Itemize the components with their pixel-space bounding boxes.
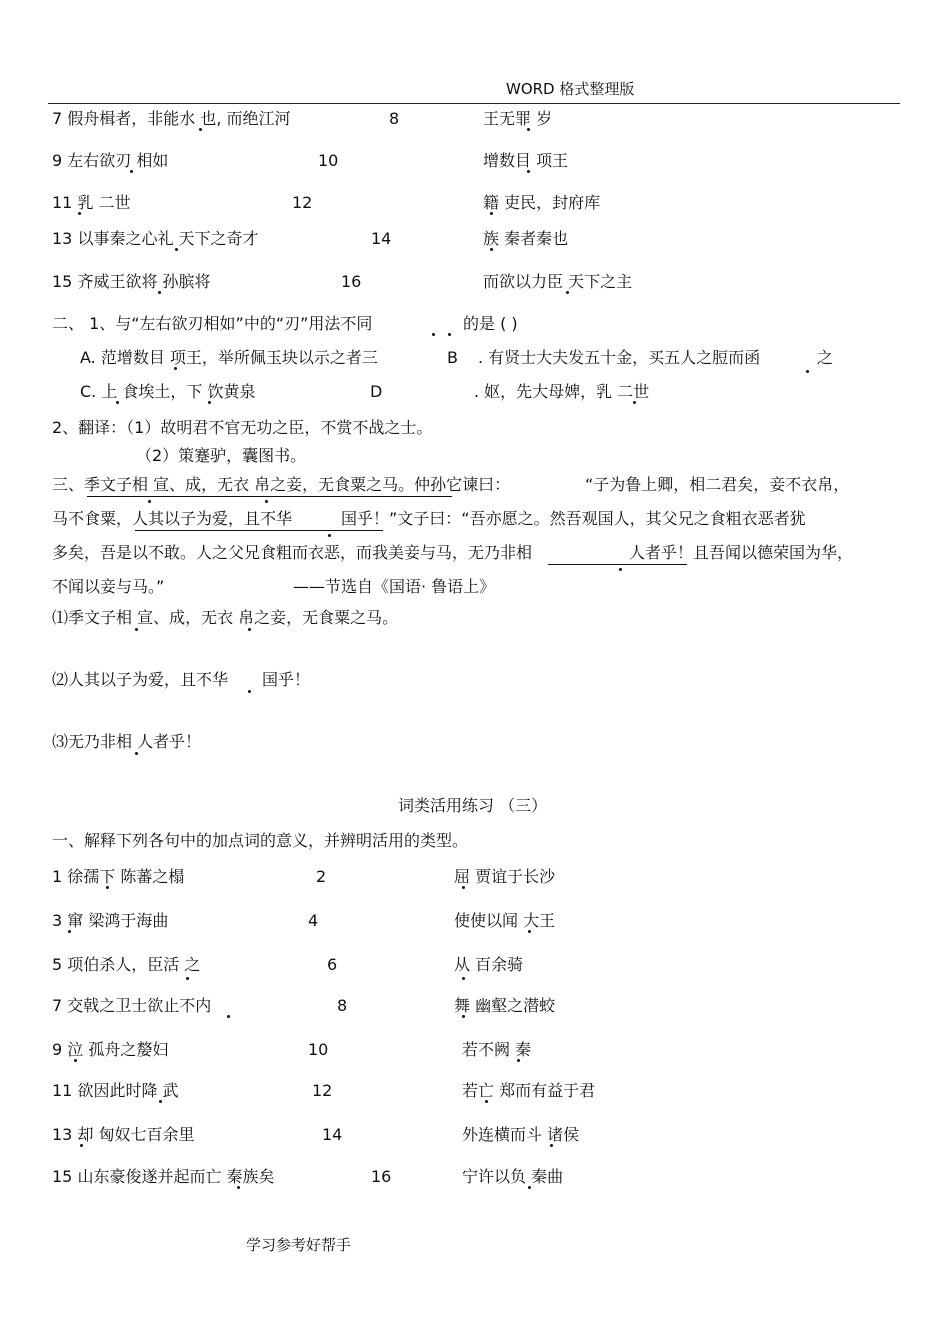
emphasis-dot <box>68 930 71 933</box>
option-b-text: . 有贤士大夫发五十金，买五人之脰而函 <box>478 348 761 367</box>
option-b-end: 之 <box>817 348 834 367</box>
emphasis-dot <box>74 1059 77 1062</box>
emphasis-dot <box>432 333 435 336</box>
list-item-right: 使使以闻 大王 <box>454 911 556 930</box>
list-item-right: 屈 贾谊于长沙 <box>454 867 556 886</box>
list-item-number: 10 <box>308 1040 329 1059</box>
emphasis-dot <box>490 248 493 251</box>
passage-line-1a: 三、季文子相 宣、成，无衣 帛之妾，无食粟之马。仲孙它谏曰： <box>52 475 511 494</box>
emphasis-dot <box>462 886 465 889</box>
emphasis-dot <box>174 367 177 370</box>
emphasis-dot <box>528 1186 531 1189</box>
emphasis-dot <box>485 1100 488 1103</box>
emphasis-dot <box>227 1015 230 1018</box>
exercise-title: 词类活用练习 （三） <box>398 796 548 815</box>
list-item-right: 籍 吏民，封府库 <box>483 193 601 212</box>
emphasis-dot <box>490 212 493 215</box>
emphasis-dot <box>462 1015 465 1018</box>
list-item-right: 增数目 项王 <box>483 151 569 170</box>
list-item-left: 15 山东豪俊遂并起而亡 秦族矣 <box>52 1167 275 1186</box>
emphasis-dot <box>448 333 451 336</box>
emphasis-dot <box>148 500 151 503</box>
passage-underline <box>87 496 452 497</box>
emphasis-dot <box>328 534 331 537</box>
passage-line-1b: “子为鲁上卿，相二君矣，妾不衣帛， <box>585 475 850 494</box>
passage-line-3a: 多矣，吾是以不敢。人之父兄食粗而衣恶，而我美妾与马，无乃非相 <box>52 543 533 562</box>
list-item-left: 11 欲因此时降 武 <box>52 1081 179 1100</box>
emphasis-dot <box>237 1186 240 1189</box>
passage-line-3b: 人者乎！且吾闻以德荣国为华， <box>629 543 854 562</box>
exercise-instruction: 一、解释下列各句中的加点词的意义，并辨明活用的类型。 <box>52 831 469 850</box>
option-b-label: B <box>447 348 458 367</box>
emphasis-dot <box>527 170 530 173</box>
list-item-right: 从 百余骑 <box>454 955 524 974</box>
emphasis-dot <box>135 752 138 755</box>
list-item-number: 16 <box>371 1167 392 1186</box>
emphasis-dot <box>806 370 809 373</box>
translation-item-1: ⑴季文子相 宣、成，无衣 帛之妾，无食粟之马。 <box>52 608 399 627</box>
emphasis-dot <box>248 628 251 631</box>
list-item-left: 7 交戟之卫士欲止不内 <box>52 996 212 1015</box>
emphasis-dot <box>199 128 202 131</box>
emphasis-dot <box>248 690 251 693</box>
list-item-right: 宁许以负 秦曲 <box>462 1167 564 1186</box>
list-item-right: 若不阙 秦 <box>462 1040 532 1059</box>
list-item-left: 1 徐孺下 陈蕃之榻 <box>52 867 185 886</box>
emphasis-dot <box>527 128 530 131</box>
list-item-number: 6 <box>327 955 338 974</box>
emphasis-dot <box>135 628 138 631</box>
translation-item-2-end: 国乎！ <box>262 670 311 689</box>
list-item-right: 族 秦者秦也 <box>483 229 569 248</box>
passage-line-4a: 不闻以妾与马。” <box>52 577 165 596</box>
list-item-number: 12 <box>292 193 313 212</box>
emphasis-dot <box>208 401 211 404</box>
emphasis-dot <box>175 248 178 251</box>
option-c: C. 上 食埃土，下 饮黄泉 <box>80 382 256 401</box>
list-item-right: 外连横而斗 诸侯 <box>462 1125 580 1144</box>
question-2-part-2: （2）策蹇驴，囊图书。 <box>136 446 307 465</box>
list-item-number: 4 <box>308 911 319 930</box>
emphasis-dot <box>186 977 189 980</box>
emphasis-dot <box>566 291 569 294</box>
list-item-number: 14 <box>371 229 392 248</box>
list-item-number: 12 <box>312 1081 333 1100</box>
option-d-label: D <box>370 382 383 401</box>
emphasis-dot <box>130 170 133 173</box>
list-item-number: 14 <box>322 1125 343 1144</box>
header-divider <box>48 103 900 104</box>
emphasis-dot <box>78 212 81 215</box>
passage-underline <box>135 530 383 531</box>
list-item-left: 5 项伯杀人，臣活 之 <box>52 955 201 974</box>
translation-item-3: ⑶无乃非相 人者乎！ <box>52 732 202 751</box>
question-2-part-1: 2、翻译：（1）故明君不官无功之臣，不赏不战之士。 <box>52 418 433 437</box>
emphasis-dot <box>159 1100 162 1103</box>
passage-source: ——节选自《国语· 鲁语上》 <box>293 577 496 596</box>
list-item-number: 8 <box>337 996 348 1015</box>
question-1-stem: 二、 1、与“左右欲刃相如”中的“刃”用法不同 <box>52 314 373 333</box>
emphasis-dot <box>80 1144 83 1147</box>
list-item-right: 而欲以力臣 天下之主 <box>483 272 633 291</box>
emphasis-dot <box>106 886 109 889</box>
list-item-left: 9 泣 孤舟之嫠妇 <box>52 1040 169 1059</box>
list-item-left: 3 窜 梁鸿于海曲 <box>52 911 169 930</box>
list-item-right: 王无罪 岁 <box>483 109 553 128</box>
list-item-right: 舞 幽壑之潜蛟 <box>454 996 556 1015</box>
emphasis-dot <box>116 401 119 404</box>
emphasis-dot <box>265 500 268 503</box>
list-item-left: 13 以事秦之心礼 天下之奇才 <box>52 229 259 248</box>
list-item-left: 7 假舟楫者，非能水 也, 而绝江河 <box>52 109 291 128</box>
list-item-left: 11 乳 二世 <box>52 193 131 212</box>
list-item-right: 若亡 郑而有益于君 <box>462 1081 596 1100</box>
emphasis-dot <box>633 401 636 404</box>
list-item-left: 15 齐威王欲将 孙膑将 <box>52 272 211 291</box>
list-item-left: 9 左右欲刃 相如 <box>52 151 169 170</box>
translation-item-2: ⑵人其以子为爱，且不华 <box>52 670 229 689</box>
list-item-number: 8 <box>389 109 400 128</box>
emphasis-dot <box>517 1059 520 1062</box>
emphasis-dot <box>550 1144 553 1147</box>
emphasis-dot <box>462 977 465 980</box>
question-1-end: 的是 ( ) <box>463 314 518 333</box>
page-header-title: WORD 格式整理版 <box>506 80 635 98</box>
emphasis-dot <box>528 930 531 933</box>
list-item-number: 10 <box>318 151 339 170</box>
list-item-number: 16 <box>341 272 362 291</box>
page-footer: 学习参考好帮手 <box>246 1236 352 1254</box>
emphasis-dot <box>158 291 161 294</box>
list-item-number: 2 <box>316 867 327 886</box>
list-item-left: 13 却 匈奴七百余里 <box>52 1125 195 1144</box>
passage-line-2b: 国乎！”文子曰：“吾亦愿之。然吾观国人，其父兄之食粗衣恶者犹 <box>341 509 806 528</box>
option-a: A. 范增数目 项王，举所佩玉块以示之者三 <box>80 348 378 367</box>
option-d-text: . 妪，先大母婢，乳 二世 <box>474 382 650 401</box>
emphasis-dot <box>619 568 622 571</box>
passage-line-2a: 马不食粟，人其以子为爱，且不华 <box>52 509 293 528</box>
passage-underline <box>548 564 687 565</box>
